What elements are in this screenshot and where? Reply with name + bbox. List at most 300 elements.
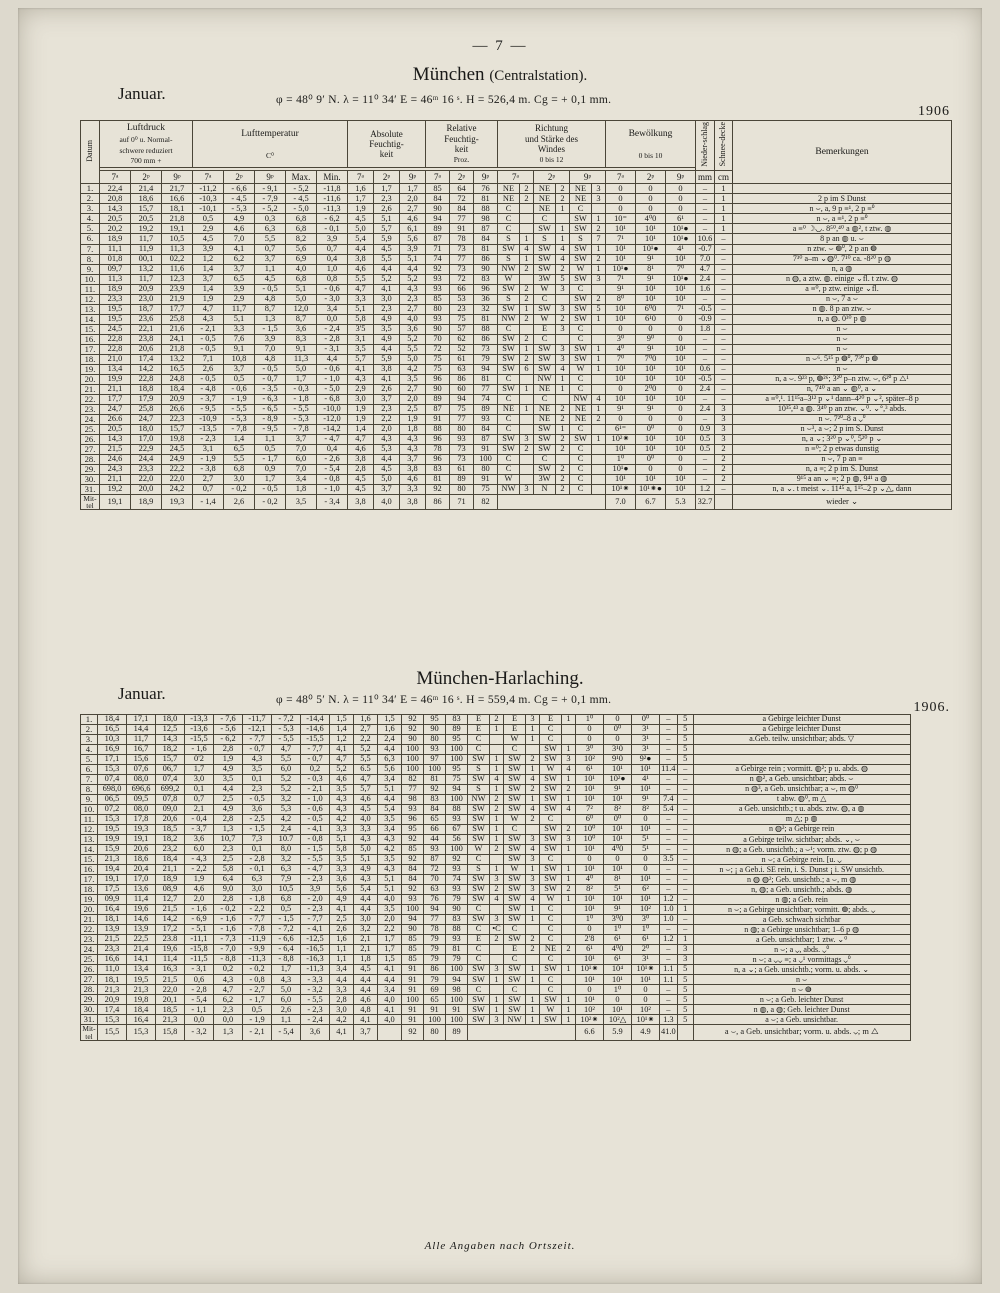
cell-wind: C bbox=[498, 464, 520, 474]
cell-pressure: 20,5 bbox=[100, 424, 131, 434]
cell-temp: -11,2 bbox=[193, 184, 224, 194]
cell-day: 14. bbox=[81, 845, 98, 855]
cell-abs-humidity: 4,5 bbox=[374, 244, 400, 254]
cell-temp: -11,9 bbox=[243, 935, 272, 945]
cell-precip: – bbox=[696, 194, 715, 204]
cell-temp-max: 1,1 bbox=[272, 1015, 301, 1025]
cell-temp-min: 3,4 bbox=[317, 304, 348, 314]
cell-temp: 1,3 bbox=[255, 314, 286, 324]
cell-precip-sum: 32.7 bbox=[696, 494, 715, 509]
cell-wind: C bbox=[570, 284, 592, 294]
cell-abs-humidity: 5,3 bbox=[374, 444, 400, 454]
table-row bbox=[81, 765, 911, 775]
cell-cloud: 3⁰ bbox=[632, 915, 660, 925]
cell-temp: - 1,6 bbox=[214, 925, 243, 935]
cell-rel-humidity: 84 bbox=[402, 875, 424, 885]
cell-cloud: 10¹⁕ bbox=[606, 484, 636, 494]
cell-abs-humidity: 1,6 bbox=[330, 935, 354, 945]
cell-rel-humidity: 100 bbox=[424, 765, 446, 775]
cell-temp: - 0,4 bbox=[185, 815, 214, 825]
cell-wind: E bbox=[468, 725, 490, 735]
cell-rel-humidity: 91 bbox=[402, 1015, 424, 1025]
cell-rel-humidity: 86 bbox=[474, 334, 498, 344]
cell-wind bbox=[562, 925, 576, 935]
cell-abs-humidity: 5,2 bbox=[330, 765, 354, 775]
cell-pressure: 23.8 bbox=[156, 935, 185, 945]
cell-temp: - 1,8 bbox=[243, 895, 272, 905]
cell-wind: 1 bbox=[592, 404, 606, 414]
cell-rel-humidity: 93 bbox=[474, 414, 498, 424]
cell-rel-humidity: 83 bbox=[426, 464, 450, 474]
cell-cloud: 10¹ bbox=[576, 795, 604, 805]
cell-cloud: 10¹ bbox=[636, 284, 666, 294]
cell-rel-humidity: 74 bbox=[426, 254, 450, 264]
cell-wind: 3 bbox=[526, 875, 540, 885]
cell-temp-max: 4,7 bbox=[272, 745, 301, 755]
cell-remark: a.Geb. teilw. unsichtbar; abds. ▽ bbox=[693, 735, 910, 745]
cell-cloud: 0 bbox=[666, 204, 696, 214]
cell-abs-humidity: 3,5 bbox=[400, 374, 426, 384]
cell-rel-humidity: 80 bbox=[424, 735, 446, 745]
cell-wind: 1 bbox=[526, 965, 540, 975]
cell-wind: SW bbox=[504, 915, 526, 925]
cell-wind: 1 bbox=[556, 204, 570, 214]
cell-pressure: 12,3 bbox=[162, 274, 193, 284]
cell-wind bbox=[526, 985, 540, 995]
th-2p-w: 2ᵖ bbox=[534, 171, 570, 184]
cell-pressure: 11,4 bbox=[156, 955, 185, 965]
cell-wind: 1 bbox=[490, 765, 504, 775]
cell-pressure: 13,4 bbox=[100, 364, 131, 374]
cell-temp: - 0,2 bbox=[243, 965, 272, 975]
cell-pressure: 14,3 bbox=[100, 434, 131, 444]
cell-wind: NE bbox=[534, 204, 556, 214]
cell-cloud: 9²● bbox=[632, 755, 660, 765]
cell-temp-min: - 1,0 bbox=[301, 795, 330, 805]
cell-cloud: 0 bbox=[666, 464, 696, 474]
cell-wind: 2 bbox=[592, 224, 606, 234]
cell-rel-humidity: 71 bbox=[426, 244, 450, 254]
cell-cloud: 10¹ bbox=[576, 975, 604, 985]
cell-pressure: 20,6 bbox=[131, 344, 162, 354]
th-schneedecke: Schnee-decke bbox=[715, 121, 733, 171]
cell-cloud: 6¹ bbox=[604, 955, 632, 965]
cell-cloud: 6¹ bbox=[576, 945, 604, 955]
cell-wind bbox=[592, 384, 606, 394]
cell-precip: – bbox=[660, 815, 678, 825]
cell-pressure: 19,5 bbox=[100, 314, 131, 324]
cell-temp: - 7,7 bbox=[243, 915, 272, 925]
cell-remark: n ◍³, a Geb. unsichtbar; a ⌣, m ◍⁰ bbox=[693, 785, 910, 795]
cell-cloud: 6¹ bbox=[576, 765, 604, 775]
cell-wind bbox=[592, 464, 606, 474]
cell-cloud: 0 bbox=[604, 995, 632, 1005]
cell-wind: 2 bbox=[592, 414, 606, 424]
cell-temp: -15,5 bbox=[185, 735, 214, 745]
cell-abs-humidity: 3,3 bbox=[400, 484, 426, 494]
cell-temp: 0,7 bbox=[185, 795, 214, 805]
cell-abs-humidity: 5,6 bbox=[330, 885, 354, 895]
cell-day: 30. bbox=[81, 474, 100, 484]
cell-cloud: 10¹ bbox=[604, 835, 632, 845]
cell-abs-humidity: 3,4 bbox=[378, 825, 402, 835]
cell-cloud: 4¹ bbox=[666, 244, 696, 254]
cell-rel-humidity: 90 bbox=[426, 204, 450, 214]
cell-cloud: 10¹ bbox=[666, 474, 696, 484]
th-7a-b: 7ᵃ bbox=[606, 171, 636, 184]
cell-pressure: 18,1 bbox=[98, 915, 127, 925]
cell-wind: SW bbox=[570, 214, 592, 224]
cell-temp: 0,0 bbox=[214, 1015, 243, 1025]
cell-temp-max-mean: - 5,4 bbox=[272, 1025, 301, 1040]
cell-wind: 3 bbox=[490, 915, 504, 925]
cell-wind bbox=[520, 464, 534, 474]
cell-wind: 3 bbox=[520, 484, 534, 494]
cell-rel-humidity: 79 bbox=[424, 935, 446, 945]
cell-wind: 4 bbox=[562, 805, 576, 815]
cell-day: 1. bbox=[81, 184, 100, 194]
cell-day: 24. bbox=[81, 414, 100, 424]
cell-wind: 4 bbox=[526, 805, 540, 815]
cell-cloud: 9⁰ bbox=[636, 334, 666, 344]
cell-wind bbox=[562, 725, 576, 735]
cell-cloud: 3¹ bbox=[632, 955, 660, 965]
cell-temp: 2,3 bbox=[214, 845, 243, 855]
cell-abs-humidity: 3,3 bbox=[330, 985, 354, 995]
cell-abs-humidity: 2,3 bbox=[374, 304, 400, 314]
cell-remark: 9¹⁵ a an ⌄ ≡; 2 p ◍, 9⁴¹ a ◍ bbox=[733, 474, 952, 484]
cell-cloud-mean: 6.7 bbox=[636, 494, 666, 509]
cell-temp-min: 0,7 bbox=[317, 244, 348, 254]
cell-pressure: 07,2 bbox=[98, 805, 127, 815]
cell-temp-min-mean: - 3,4 bbox=[317, 494, 348, 509]
cell-temp: 0,0 bbox=[185, 1015, 214, 1025]
cell-rel-humidity: 85 bbox=[402, 935, 424, 945]
cell-pressure: 19,1 bbox=[162, 224, 193, 234]
cell-abs-humidity: 1,5 bbox=[378, 955, 402, 965]
cell-temp: - 0,7 bbox=[243, 745, 272, 755]
cell-wind: SW bbox=[540, 785, 562, 795]
cell-rel-humidity: 100 bbox=[424, 1015, 446, 1025]
cell-abs-humidity: 3,7 bbox=[374, 484, 400, 494]
cell-abs-humidity: 1,7 bbox=[378, 935, 402, 945]
cell-day: 15. bbox=[81, 324, 100, 334]
cell-cloud: 9¹0 bbox=[604, 755, 632, 765]
cell-rel-humidity: 95 bbox=[424, 715, 446, 725]
cell-wind: S bbox=[468, 765, 490, 775]
cell-pressure: 20,9 bbox=[98, 995, 127, 1005]
cell-pressure: 18,0 bbox=[156, 715, 185, 725]
cell-wind: C bbox=[570, 464, 592, 474]
cell-rel-humidity: 94 bbox=[446, 975, 468, 985]
cell-pressure: 18,7 bbox=[131, 304, 162, 314]
table-row bbox=[81, 444, 952, 454]
table-row bbox=[81, 775, 911, 785]
cell-wind bbox=[490, 985, 504, 995]
cell-temp: - 3,1 bbox=[185, 965, 214, 975]
cell-cloud: 7¹ bbox=[606, 234, 636, 244]
cell-wind: SW bbox=[504, 785, 526, 795]
cell-snow: 3 bbox=[715, 404, 733, 414]
cell-temp: 0,6 bbox=[185, 975, 214, 985]
cell-abs-humidity: 5,1 bbox=[378, 875, 402, 885]
cell-day: 2. bbox=[81, 725, 98, 735]
cell-snow: – bbox=[715, 374, 733, 384]
cell-abs-humidity: 4,1 bbox=[330, 745, 354, 755]
cell-temp-min: 0,4 bbox=[317, 444, 348, 454]
cell-pressure: 22,3 bbox=[162, 414, 193, 424]
cell-wind: C bbox=[540, 735, 562, 745]
cell-wind: C bbox=[504, 825, 526, 835]
cell-abs-humidity: 3,2 bbox=[354, 925, 378, 935]
cell-cloud: 10¹ bbox=[606, 474, 636, 484]
cell-temp: 5,8 bbox=[214, 865, 243, 875]
cell-cloud: 0 bbox=[604, 735, 632, 745]
cell-rel-humidity: 80 bbox=[450, 424, 474, 434]
cell-pressure: 17,7 bbox=[100, 394, 131, 404]
cell-cloud: 10¹ bbox=[606, 304, 636, 314]
cell-pressure: 24,9 bbox=[162, 454, 193, 464]
table-row bbox=[81, 304, 952, 314]
cell-cloud: 3¹ bbox=[632, 725, 660, 735]
cell-day: 13. bbox=[81, 304, 100, 314]
cell-wind: 1 bbox=[562, 875, 576, 885]
cell-cloud: 0⁰ bbox=[636, 454, 666, 464]
cell-temp-min: - 0,6 bbox=[317, 284, 348, 294]
cell-pressure: 23,9 bbox=[162, 284, 193, 294]
th-9p-a: 9ᵖ bbox=[400, 171, 426, 184]
cell-abs-humidity: 5,1 bbox=[348, 304, 374, 314]
cell-temp-max: 1,8 bbox=[286, 484, 317, 494]
cell-remark: n ztw. ⌣ ◍⁰, 2 p an ◍ bbox=[733, 244, 952, 254]
cell-pressure: 11,3 bbox=[100, 274, 131, 284]
cell-cloud: 10¹ bbox=[636, 474, 666, 484]
cell-pressure: 13,2 bbox=[131, 264, 162, 274]
cell-precip: -0.5 bbox=[696, 374, 715, 384]
cell-pressure: 06,7 bbox=[156, 765, 185, 775]
cell-temp: - 1,1 bbox=[185, 1005, 214, 1015]
cell-temp-min: - 2,3 bbox=[301, 1005, 330, 1015]
cell-precip: 2.4 bbox=[696, 384, 715, 394]
cell-temp-max: 2,6 bbox=[272, 1005, 301, 1015]
cell-abs-humidity: 4,1 bbox=[374, 284, 400, 294]
cell-cloud: 10¹ bbox=[632, 785, 660, 795]
cell-cloud: 0 bbox=[666, 414, 696, 424]
cell-pressure: 16,4 bbox=[127, 1015, 156, 1025]
cell-wind: 1 bbox=[520, 384, 534, 394]
cell-temp: 4,8 bbox=[255, 354, 286, 364]
cell-precip: 2.4 bbox=[696, 274, 715, 284]
cell-cloud: 0 bbox=[636, 324, 666, 334]
cell-cloud: 10¹● bbox=[666, 224, 696, 234]
cell-wind: C bbox=[498, 204, 520, 214]
cell-wind: W bbox=[540, 765, 562, 775]
cell-temp: - 0,5 bbox=[255, 484, 286, 494]
cell-wind: W bbox=[498, 474, 520, 484]
cell-rel-humidity: 69 bbox=[424, 985, 446, 995]
cell-pressure: 14,2 bbox=[156, 915, 185, 925]
cell-temp-max: - 6,6 bbox=[272, 935, 301, 945]
cell-temp: 10,8 bbox=[224, 354, 255, 364]
cell-cloud: 6⁰0 bbox=[636, 304, 666, 314]
cell-cloud: 1⁰ bbox=[632, 925, 660, 935]
cell-temp: 4,5 bbox=[255, 274, 286, 284]
cell-wind: 1 bbox=[490, 785, 504, 795]
cell-abs-humidity: 5,1 bbox=[400, 254, 426, 264]
cell-rel-humidity: 98 bbox=[402, 795, 424, 805]
cell-wind: SW bbox=[468, 825, 490, 835]
cell-wind: 4 bbox=[526, 775, 540, 785]
cell-wind: SW bbox=[540, 1015, 562, 1025]
cell-rel-humidity: 91 bbox=[402, 975, 424, 985]
cell-wind: 2 bbox=[520, 444, 534, 454]
cell-wind: 2 bbox=[556, 474, 570, 484]
cell-temp: 6,3 bbox=[243, 875, 272, 885]
cell-wind: W bbox=[504, 815, 526, 825]
cell-rel-humidity: 81 bbox=[446, 945, 468, 955]
cell-temp-min: - 0,7 bbox=[301, 755, 330, 765]
cell-cloud: 6¹⁼ bbox=[606, 424, 636, 434]
cell-pressure: 23,0 bbox=[131, 294, 162, 304]
cell-pressure: 19,9 bbox=[98, 835, 127, 845]
cell-temp-min: 0,8 bbox=[317, 274, 348, 284]
cell-abs-humidity: 1,8 bbox=[354, 955, 378, 965]
cell-temp-max: 5,1 bbox=[286, 284, 317, 294]
cell-precip: – bbox=[696, 474, 715, 484]
cell-rel-humidity: 66 bbox=[450, 284, 474, 294]
cell-wind: C bbox=[498, 424, 520, 434]
cell-cloud: 10¹ bbox=[604, 825, 632, 835]
cell-rel-humidity: 95 bbox=[446, 765, 468, 775]
cell-temp-min: -16,5 bbox=[301, 945, 330, 955]
cell-wind: C bbox=[540, 905, 562, 915]
cell-pressure: 21,1 bbox=[100, 384, 131, 394]
cell-pressure: 14,2 bbox=[131, 364, 162, 374]
cell-wind: SW bbox=[504, 835, 526, 845]
cell-abs-humidity: 2,8 bbox=[330, 995, 354, 1005]
cell-wind: SW bbox=[540, 755, 562, 765]
cell-abs-humidity: 5,0 bbox=[348, 224, 374, 234]
cell-temp: 7,1 bbox=[193, 354, 224, 364]
cell-temp: 10,7 bbox=[214, 835, 243, 845]
cell-remark-mean: wieder ⌄ bbox=[733, 494, 952, 509]
cell-temp: 0,7 bbox=[255, 244, 286, 254]
cell-wind: 1 bbox=[490, 1005, 504, 1015]
cell-temp: 7,6 bbox=[224, 334, 255, 344]
cell-rel-humidity: 77 bbox=[474, 384, 498, 394]
cell-temp: 8,7 bbox=[255, 304, 286, 314]
cell-wind: 1 bbox=[490, 865, 504, 875]
cell-wind: SW bbox=[504, 755, 526, 765]
cell-snow: 5 bbox=[677, 715, 693, 725]
cell-snow: 5 bbox=[677, 735, 693, 745]
cell-cloud-mean: 7.0 bbox=[606, 494, 636, 509]
cell-pressure: 14,4 bbox=[127, 725, 156, 735]
cell-rel-humidity: 89 bbox=[450, 474, 474, 484]
cell-day: 21. bbox=[81, 915, 98, 925]
cell-pressure: 18,4 bbox=[156, 855, 185, 865]
cell-day: 7. bbox=[81, 775, 98, 785]
cell-cloud: 10⁰ bbox=[576, 825, 604, 835]
cell-temp: - 5,5 bbox=[224, 404, 255, 414]
cell-wind: SW bbox=[504, 845, 526, 855]
cell-wind bbox=[562, 955, 576, 965]
cell-day: 5. bbox=[81, 224, 100, 234]
cell-rel-humidity: 79 bbox=[424, 955, 446, 965]
th-wind: Richtung und Stärke des Windes 0 bis 12 bbox=[498, 121, 606, 168]
cell-precip: – bbox=[696, 394, 715, 404]
cell-wind: SW bbox=[468, 895, 490, 905]
cell-wind: 2 bbox=[556, 484, 570, 494]
cell-wind: 1 bbox=[556, 374, 570, 384]
cell-wind: SW bbox=[468, 1015, 490, 1025]
cell-wind: 3 bbox=[556, 324, 570, 334]
cell-precip: – bbox=[660, 985, 678, 995]
table-row bbox=[81, 214, 952, 224]
cell-cloud: 0 bbox=[606, 184, 636, 194]
cell-remark: n, a ⌄; a Geb. unsichtb.; vorm. u. abds. ⌄ bbox=[693, 965, 910, 975]
cell-temp: - 6,3 bbox=[255, 394, 286, 404]
cell-pressure: 16,7 bbox=[127, 745, 156, 755]
cell-precip: – bbox=[696, 214, 715, 224]
cell-cloud: 10¹ bbox=[576, 785, 604, 795]
cell-abs-humidity: 6,1 bbox=[400, 224, 426, 234]
cell-rel-humidity: 65 bbox=[424, 995, 446, 1005]
cell-temp-max: 5,0 bbox=[286, 364, 317, 374]
cell-cloud: 10¹ bbox=[636, 294, 666, 304]
cell-wind: C bbox=[540, 915, 562, 925]
cell-cloud: 10²⁕ bbox=[606, 434, 636, 444]
cell-temp-min: - 3,0 bbox=[317, 294, 348, 304]
cell-wind bbox=[490, 735, 504, 745]
cell-precip: – bbox=[660, 725, 678, 735]
cell-temp-max: 3,2 bbox=[272, 855, 301, 865]
cell-wind: 2 bbox=[556, 314, 570, 324]
cell-precip: – bbox=[660, 885, 678, 895]
cell-wind: W bbox=[498, 274, 520, 284]
cell-pressure: 19,3 bbox=[127, 825, 156, 835]
cell-temp-max: - 0,3 bbox=[286, 384, 317, 394]
cell-day: 30. bbox=[81, 1005, 98, 1015]
cell-wind: 2 bbox=[592, 294, 606, 304]
cell-rel-humidity: 92 bbox=[402, 725, 424, 735]
cell-wind: 5 bbox=[592, 304, 606, 314]
cell-rel-humidity: 36 bbox=[474, 294, 498, 304]
cell-wind: SW bbox=[468, 755, 490, 765]
cell-precip: – bbox=[660, 875, 678, 885]
cell-wind: 3 bbox=[562, 835, 576, 845]
cell-abs-humidity: 5,2 bbox=[354, 745, 378, 755]
cell-rel-humidity: 32 bbox=[474, 304, 498, 314]
cell-temp: 4,7 bbox=[193, 304, 224, 314]
cell-temp: 4,1 bbox=[224, 244, 255, 254]
cell-cloud: 8⁰ bbox=[606, 294, 636, 304]
cell-day: 29. bbox=[81, 995, 98, 1005]
cell-day: 7. bbox=[81, 244, 100, 254]
cell-wind: SW bbox=[504, 875, 526, 885]
cell-temp: 7,3 bbox=[243, 835, 272, 845]
cell-rel-humidity: 57 bbox=[450, 324, 474, 334]
cell-rel-humidity: 90 bbox=[426, 324, 450, 334]
cell-abs-humidity: 4,9 bbox=[354, 865, 378, 875]
cell-temp-min: 0,4 bbox=[317, 254, 348, 264]
th-2p-a: 2ᵖ bbox=[374, 171, 400, 184]
cell-temp-max: - 4,5 bbox=[286, 194, 317, 204]
cell-abs-humidity: 4,4 bbox=[374, 454, 400, 464]
cell-temp-max: - 5,5 bbox=[272, 735, 301, 745]
cell-temp-min: - 5,4 bbox=[317, 464, 348, 474]
cell-pressure: 22,0 bbox=[162, 474, 193, 484]
